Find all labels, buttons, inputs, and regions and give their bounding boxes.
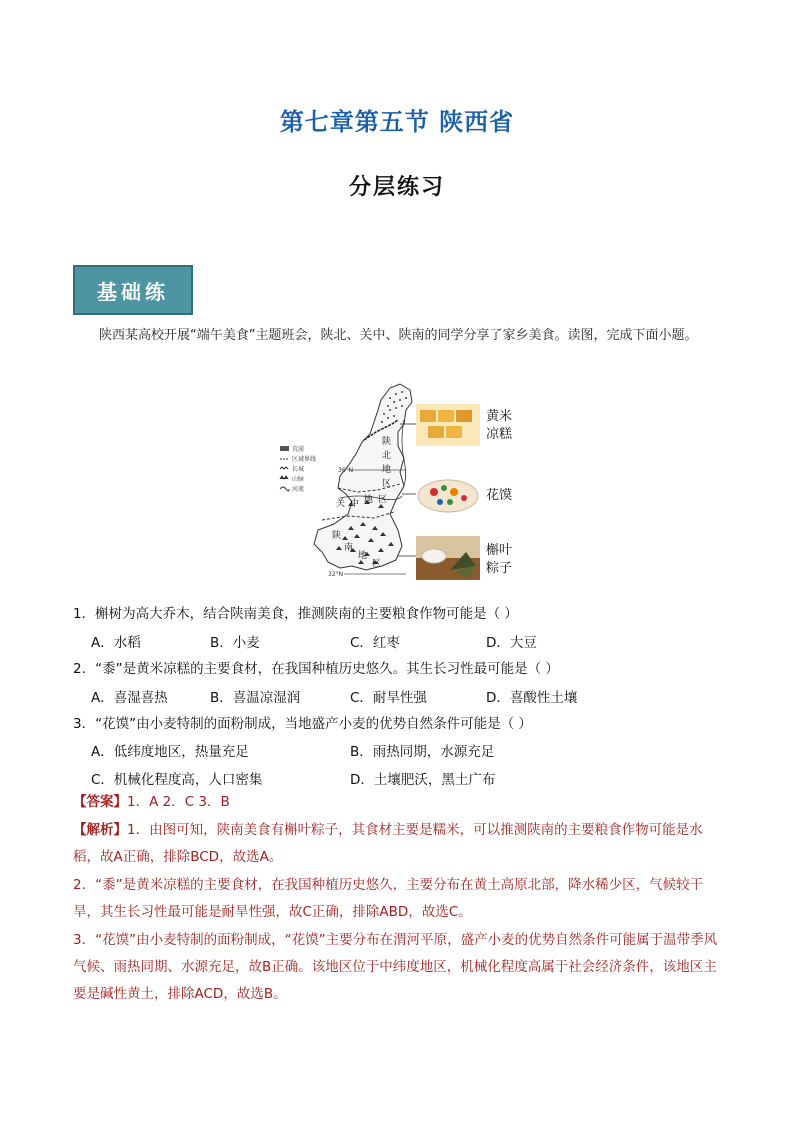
region-char: 关 <box>336 499 346 509</box>
food-label: 槲叶 <box>486 543 513 558</box>
legend-mountain-icon <box>280 476 288 479</box>
region-char: 地 <box>358 551 368 561</box>
food-photo-huangmi-liangao <box>416 404 480 446</box>
question-2-option-c[interactable]: C．耐旱性强 <box>350 690 427 706</box>
legend-river-icon <box>280 487 289 491</box>
page-subtitle: 分层练习 <box>348 175 445 200</box>
question-1-stem: 1．槲树为高大乔木，结合陕南美食，推测陕南的主要粮食作物可能是（ ） <box>73 606 518 622</box>
region-char: 中 <box>350 499 360 509</box>
question-1-option-d[interactable]: D．大豆 <box>486 635 537 651</box>
question-1-option-a[interactable]: A．水稻 <box>91 635 141 651</box>
region-char: 南 <box>344 543 354 553</box>
region-char: 北 <box>382 451 392 461</box>
question-2-stem: 2．“黍”是黄米凉糕的主要食材，在我国种植历史悠久。其生长习性最可能是（ ） <box>73 661 559 677</box>
legend-wall-icon <box>280 467 288 469</box>
food-photo-huye-zongzi <box>416 536 480 580</box>
question-2-option-a[interactable]: A．喜湿喜热 <box>91 690 168 706</box>
legend-item: 山脉 <box>292 476 305 483</box>
question-2-option-b[interactable]: B．喜温凉湿润 <box>210 690 301 706</box>
region-char: 陕 <box>332 531 342 541</box>
question-3-option-a[interactable]: A．低纬度地区，热量充足 <box>91 744 249 760</box>
analysis-paragraph-2: 2．“黍”是黄米凉糕的主要食材，在我国种植历史悠久，主要分布在黄土高原北部，降水稀少区，气候较干旱，其生长习性最可能是耐旱性强，故C正确，排除ABD，故选C。 <box>73 877 704 920</box>
food-label: 黄米 <box>486 409 513 424</box>
region-char: 区 <box>372 559 382 569</box>
region-char: 陕 <box>382 437 392 447</box>
region-char: 区 <box>382 479 392 489</box>
analysis-paragraph-1 <box>73 817 723 871</box>
legend-item: 长城 <box>292 466 305 473</box>
section-label-basic: 基础练 <box>73 265 193 315</box>
question-1-option-c[interactable]: C．红枣 <box>350 635 400 651</box>
region-char: 区 <box>378 495 388 505</box>
question-2-option-d[interactable]: D．喜酸性土壤 <box>486 690 578 706</box>
legend-desert-icon <box>280 446 289 451</box>
analysis-paragraph-3: 3．“花馍”由小麦特制的面粉制成，“花馍”主要分布在渭河平原，盛产小麦的优势自然条件可能属于温带季风气候、雨热同期、水源充足，故B正确。该地区位于中纬度地区，机械化程度高属于社会经济条件，该地区主要是碱性黄土，排除ACD，故选B。 <box>73 932 718 1002</box>
analysis-text-1: 1．由图可知，陕南美食有槲叶粽子，其食材主要是糯米，可以推测陕南的主要粮食作物可能是水稻，故A正确，排除BCD，故选A。 <box>73 822 703 865</box>
food-label: 花馍 <box>486 488 513 503</box>
region-char: 地 <box>382 465 392 475</box>
food-photo-huamo <box>416 474 480 518</box>
question-3-stem: 3．“花馍”由小麦特制的面粉制成，当地盛产小麦的优势自然条件可能是（ ） <box>73 716 532 732</box>
page-title: 第七章第五节 陕西省 <box>279 108 515 136</box>
region-char: 地 <box>364 495 374 505</box>
question-3-option-c[interactable]: C．机械化程度高，人口密集 <box>91 772 263 788</box>
legend-item: 荒漠 <box>292 446 305 453</box>
food-label: 凉糕 <box>486 427 513 442</box>
question-3-option-b[interactable]: B．雨热同期，水源充足 <box>350 744 495 760</box>
map-legend <box>280 445 316 493</box>
shaanxi-outline <box>314 384 412 570</box>
answer-tag: 【答案】 <box>73 794 127 810</box>
food-label: 粽子 <box>486 561 513 576</box>
legend-item: 区域界线 <box>292 456 317 463</box>
answer-line <box>73 789 723 816</box>
analysis-tag: 【解析】 <box>73 822 127 838</box>
lat-label: 32°N <box>328 571 344 578</box>
intro-paragraph: 陕西某高校开展“端午美食”主题班会，陕北、关中、陕南的同学分享了家乡美食。读图，完成下面小题。 <box>99 328 698 343</box>
legend-item: 河流 <box>292 486 305 493</box>
question-1-option-b[interactable]: B．小麦 <box>210 635 260 651</box>
answer-text: 1．A 2．C 3．B <box>127 794 230 810</box>
lat-label: 36°N <box>338 467 354 474</box>
question-3-option-d[interactable]: D．土壤肥沃，黑土广布 <box>350 772 496 788</box>
shaanxi-food-map-figure <box>278 380 538 585</box>
